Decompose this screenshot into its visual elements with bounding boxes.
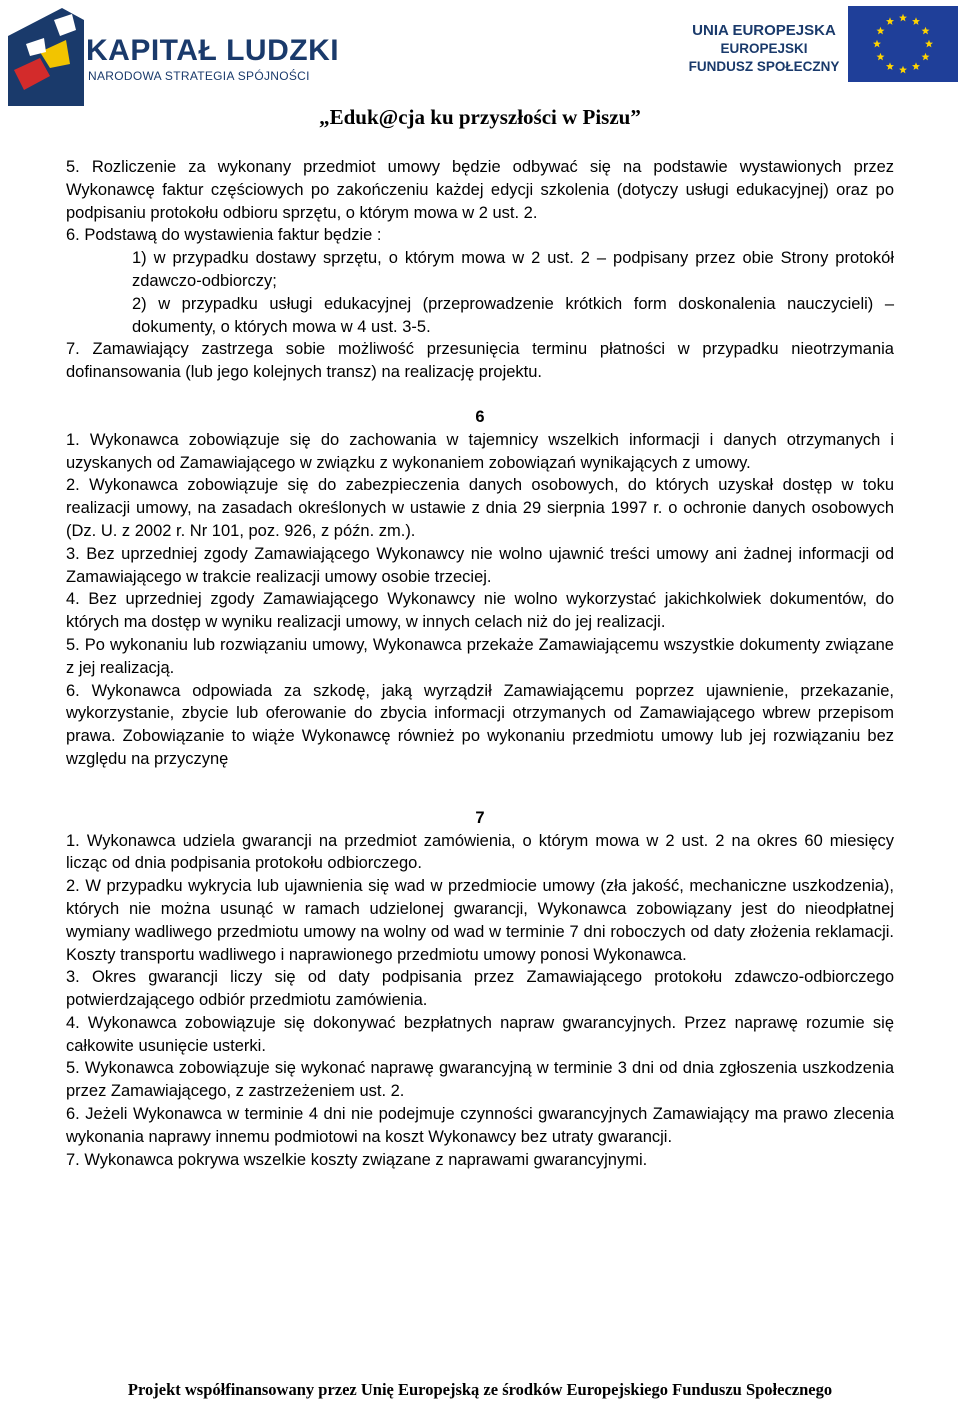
- paragraph-5: 5. Rozliczenie za wykonany przedmiot umowy będzie odbywać się na podstawie wystawionych przez Wykonawcę faktur częściowych po zakończeniu każdej edycji szkolenia (dotyczy usługi edukacyjnej) oraz po podpisaniu protokołu odbioru sprzętu, o którym mowa w 2 ust. 2.: [66, 158, 894, 222]
- paragraph-6-item-1: 1) w przypadku dostawy sprzętu, o którym mowa w 2 ust. 2 – podpisany przez obie Strony protokół zdawczo-odbiorczy;: [132, 249, 894, 290]
- spacer: [66, 384, 894, 406]
- eu-logo-text: [686, 22, 842, 76]
- section-7-heading: 7: [475, 808, 485, 827]
- section-6-item: 2. Wykonawca zobowiązuje się do zabezpieczenia danych osobowych, do których uzyskał dostęp w toku realizacji umowy, na zasadach określonych w ustawie z dnia 29 sierpnia 1997 r. o ochronie danych osobowych (Dz. U. z 2002 r. Nr 101, poz. 926, z późn. zm.).: [66, 476, 894, 540]
- document-body: [66, 156, 894, 1171]
- section-7-item: 7. Wykonawca pokrywa wszelkie koszty związane z naprawami gwarancyjnymi.: [66, 1150, 648, 1169]
- section-7-item: 1. Wykonawca udziela gwarancji na przedmiot zamówienia, o którym mowa w 2 ust. 2 na okres 60 miesięcy licząc od dnia podpisania protokołu odbiorczego.: [66, 831, 894, 873]
- section-7-item: 6. Jeżeli Wykonawca w terminie 4 dni nie podejmuje czynności gwarancyjnych Zamawiający ma prawo zlecenia wykonania naprawy innemu podmiotowi na koszt Wykonawcy bez utraty gwarancji.: [66, 1105, 894, 1146]
- spacer: [66, 771, 894, 807]
- section-7-item: 2. W przypadku wykrycia lub ujawnienia się wad w przedmiocie umowy (zła jakość, mechaniczne uszkodzenia), których nie można usunąć w ramach udzielonej gwarancji, Wykonawca zobowiązany jest do nieodpłatnej wymiany wadliwego przedmiotu umowy na wolny od wad w terminie 7 dni roboczych od daty złożenia reklamacji. Koszty transportu wadliwego i naprawionego przedmiotu umowy ponosi Wykonawca.: [66, 877, 894, 964]
- kapital-ludzki-subtitle: NARODOWA STRATEGIA SPÓJNOŚCI: [88, 69, 310, 83]
- section-7-item: 5. Wykonawca zobowiązuje się wykonać naprawę gwarancyjną w terminie 3 dni od dnia zgłoszenia uszkodzenia przez Zamawiającego, z zastrzeżeniem ust. 2.: [66, 1059, 894, 1101]
- section-6-heading: 6: [475, 407, 485, 426]
- section-6-item: 6. Wykonawca odpowiada za szkodę, jaką wyrządził Zamawiającemu poprzez ujawnienie, przekazanie, wykorzystanie, zbycie lub oferowanie do zbycia informacji otrzymanych od Zamawiającego wbrew przepisom prawa. Zobowiązanie to wiąże Wykonawcę również po wykonaniu przedmiotu umowy lub jej rozwiązaniu bez względu na przyczynę: [66, 681, 894, 768]
- eu-logo-line2: EUROPEJSKI: [720, 41, 808, 56]
- page-header: [0, 0, 960, 129]
- eu-logo-line1: UNIA EUROPEJSKA: [692, 22, 836, 39]
- section-6-item: 3. Bez uprzedniej zgody Zamawiającego Wykonawcy nie wolno ujawnić treści umowy ani żadnej informacji od Zamawiającego w trakcie realizacji umowy osobie trzeciej.: [66, 544, 894, 586]
- section-6-item: 5. Po wykonaniu lub rozwiązaniu umowy, Wykonawca przekaże Zamawiającemu wszystkie dokumenty związane z jej realizacją.: [66, 635, 894, 677]
- paragraph-6: 6. Podstawą do wystawienia faktur będzie :: [66, 226, 382, 245]
- eu-flag-icon: [848, 6, 958, 82]
- page-footer: Projekt współfinansowany przez Unię Europejską ze środków Europejskiego Funduszu Społecznego: [127, 1380, 833, 1399]
- section-6-item: 1. Wykonawca zobowiązuje się do zachowania w tajemnicy wszelkich informacji i danych otrzymanych i uzyskanych od Zamawiającego w związku z wykonaniem zobowiązań wynikających z umowy.: [66, 430, 894, 472]
- eu-logo-line3: FUNDUSZ SPOŁECZNY: [688, 59, 840, 74]
- page-title: „Eduk@cja ku przyszłości w Piszu”: [319, 105, 641, 129]
- kapital-ludzki-title: KAPITAŁ LUDZKI: [86, 34, 340, 67]
- section-7-item: 3. Okres gwarancji liczy się od daty podpisania przez Zamawiającego protokołu zdawczo-odbiorczego potwierdzającego odbiór przedmiotu zamówienia.: [66, 968, 894, 1010]
- paragraph-7: 7. Zamawiający zastrzega sobie możliwość przesunięcia terminu płatności w przypadku nieotrzymania dofinansowania (lub jego kolejnych transz) na realizację projektu.: [66, 340, 894, 382]
- paragraph-6-item-2: 2) w przypadku usługi edukacyjnej (przeprowadzenie krótkich form doskonalenia nauczycieli) – dokumenty, o których mowa w 4 ust. 3-5.: [132, 294, 894, 336]
- section-7-item: 4. Wykonawca zobowiązuje się dokonywać bezpłatnych napraw gwarancyjnych. Przez naprawę rozumie się całkowite usunięcie usterki.: [66, 1013, 894, 1055]
- section-6-item: 4. Bez uprzedniej zgody Zamawiającego Wykonawcy nie wolno wykorzystać jakichkolwiek dokumentów, do których ma dostęp w wyniku realizacji umowy, w innych celach niż do jej realizacji.: [66, 590, 894, 632]
